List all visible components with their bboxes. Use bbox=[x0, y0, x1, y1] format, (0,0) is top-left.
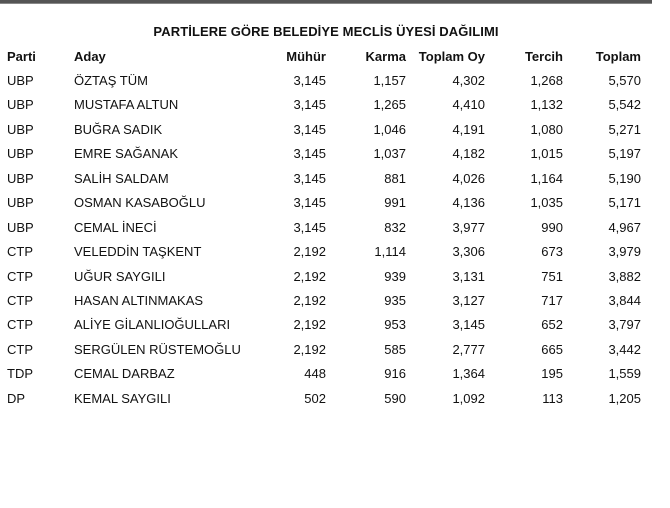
cell-parti: CTP bbox=[7, 317, 33, 333]
table-row bbox=[0, 338, 670, 362]
table-row bbox=[0, 216, 670, 240]
results-table bbox=[0, 48, 670, 411]
cell-karma: 1,157 bbox=[373, 73, 406, 88]
cell-toplam: 5,570 bbox=[608, 73, 641, 88]
table-header-row bbox=[0, 48, 670, 69]
cell-aday: CEMAL DARBAZ bbox=[74, 366, 175, 382]
cell-parti: UBP bbox=[7, 170, 34, 186]
cell-muhur: 3,145 bbox=[293, 146, 326, 162]
table-row bbox=[0, 191, 670, 215]
cell-karma: 1,046 bbox=[373, 121, 406, 137]
cell-parti: CTP bbox=[7, 292, 33, 308]
table-row bbox=[0, 93, 670, 117]
cell-tercih: 717 bbox=[541, 292, 563, 308]
cell-toplam-oy: 3,145 bbox=[452, 317, 485, 333]
cell-tercih: 1,015 bbox=[530, 146, 563, 162]
cell-parti: CTP bbox=[7, 244, 33, 260]
cell-muhur: 2,192 bbox=[293, 268, 326, 284]
table-body bbox=[0, 69, 670, 411]
cell-muhur: 2,192 bbox=[293, 341, 326, 357]
header-parti: Parti bbox=[7, 49, 36, 64]
cell-toplam-oy: 4,302 bbox=[452, 73, 485, 88]
cell-aday: MUSTAFA ALTUN bbox=[74, 97, 179, 113]
cell-toplam-oy: 3,977 bbox=[452, 219, 485, 235]
cell-toplam: 5,542 bbox=[608, 97, 641, 113]
cell-karma: 1,114 bbox=[374, 244, 406, 260]
document-title: PARTİLERE GÖRE BELEDİYE MECLİS ÜYESİ DAĞILIMI bbox=[153, 24, 499, 39]
cell-parti: TDP bbox=[7, 366, 33, 382]
cell-parti: UBP bbox=[7, 121, 34, 137]
cell-aday: HASAN ALTINMAKAS bbox=[74, 292, 204, 308]
cell-tercih: 751 bbox=[541, 268, 563, 284]
cell-karma: 916 bbox=[384, 366, 406, 382]
cell-muhur: 2,192 bbox=[293, 244, 326, 260]
cell-muhur: 3,145 bbox=[293, 195, 326, 211]
cell-aday: KEMAL SAYGILI bbox=[74, 390, 171, 406]
cell-toplam-oy: 2,777 bbox=[452, 341, 485, 357]
cell-aday: BUĞRA SADIK bbox=[74, 121, 163, 137]
cell-muhur: 2,192 bbox=[293, 317, 326, 333]
header-muhur: Mühür bbox=[286, 49, 326, 64]
cell-aday: OSMAN KASABOĞLU bbox=[74, 195, 206, 211]
cell-karma: 935 bbox=[384, 292, 406, 308]
header-toplam: Toplam bbox=[595, 49, 641, 64]
cell-toplam: 4,967 bbox=[608, 219, 641, 235]
cell-tercih: 1,268 bbox=[530, 73, 563, 88]
cell-parti: UBP bbox=[7, 219, 34, 235]
cell-aday: CEMAL İNECİ bbox=[74, 219, 157, 235]
table-row bbox=[0, 265, 670, 289]
table-row bbox=[0, 313, 670, 337]
table-row bbox=[0, 118, 670, 142]
header-toplam-oy: Toplam Oy bbox=[418, 49, 485, 64]
cell-aday: SERGÜLEN RÜSTEMOĞLU bbox=[74, 341, 241, 357]
cell-toplam-oy: 4,182 bbox=[452, 146, 485, 162]
header-aday: Aday bbox=[74, 49, 106, 64]
cell-karma: 590 bbox=[384, 390, 406, 406]
cell-toplam-oy: 4,410 bbox=[452, 97, 485, 113]
header-karma: Karma bbox=[365, 49, 406, 64]
header-tercih: Tercih bbox=[524, 49, 563, 64]
cell-karma: 832 bbox=[384, 219, 406, 235]
cell-toplam: 1,205 bbox=[608, 390, 641, 406]
cell-karma: 991 bbox=[384, 195, 406, 211]
cell-toplam: 3,979 bbox=[608, 244, 641, 260]
cell-tercih: 652 bbox=[541, 317, 563, 333]
cell-aday: VELEDDİN TAŞKENT bbox=[74, 244, 202, 260]
cell-toplam: 3,844 bbox=[608, 292, 641, 308]
table-row bbox=[0, 240, 670, 264]
table-row bbox=[0, 142, 670, 166]
cell-aday: ÖZTAŞ TÜM bbox=[74, 73, 148, 88]
table-row bbox=[0, 387, 670, 411]
cell-toplam: 5,190 bbox=[608, 170, 641, 186]
cell-toplam: 5,271 bbox=[608, 121, 641, 137]
cell-muhur: 3,145 bbox=[293, 170, 326, 186]
cell-tercih: 113 bbox=[542, 390, 563, 406]
cell-toplam: 3,442 bbox=[608, 341, 641, 357]
table-row bbox=[0, 69, 670, 93]
cell-tercih: 1,080 bbox=[530, 121, 563, 137]
cell-muhur: 448 bbox=[304, 366, 326, 382]
cell-muhur: 502 bbox=[304, 390, 326, 406]
cell-aday: UĞUR SAYGILI bbox=[74, 268, 166, 284]
cell-tercih: 1,164 bbox=[530, 170, 563, 186]
table-row bbox=[0, 167, 670, 191]
cell-toplam: 5,171 bbox=[608, 195, 641, 211]
table-row bbox=[0, 289, 670, 313]
cell-parti: UBP bbox=[7, 73, 34, 88]
cell-karma: 1,265 bbox=[373, 97, 406, 113]
cell-toplam-oy: 1,092 bbox=[452, 390, 485, 406]
cell-tercih: 673 bbox=[541, 244, 563, 260]
cell-toplam-oy: 4,026 bbox=[452, 170, 485, 186]
table-row bbox=[0, 362, 670, 386]
cell-parti: UBP bbox=[7, 146, 34, 162]
cell-karma: 953 bbox=[384, 317, 406, 333]
cell-aday: SALİH SALDAM bbox=[74, 170, 169, 186]
cell-muhur: 3,145 bbox=[293, 219, 326, 235]
cell-karma: 939 bbox=[384, 268, 406, 284]
cell-toplam-oy: 3,306 bbox=[452, 244, 485, 260]
cell-tercih: 1,132 bbox=[530, 97, 563, 113]
cell-parti: UBP bbox=[7, 195, 34, 211]
cell-toplam-oy: 3,127 bbox=[452, 292, 485, 308]
cell-muhur: 3,145 bbox=[293, 97, 326, 113]
cell-karma: 1,037 bbox=[373, 146, 406, 162]
cell-toplam-oy: 4,191 bbox=[452, 121, 485, 137]
cell-karma: 881 bbox=[384, 170, 406, 186]
cell-toplam: 1,559 bbox=[608, 366, 641, 382]
cell-toplam-oy: 1,364 bbox=[452, 366, 485, 382]
cell-toplam: 3,882 bbox=[608, 268, 641, 284]
cell-parti: CTP bbox=[7, 268, 33, 284]
cell-aday: EMRE SAĞANAK bbox=[74, 146, 179, 162]
cell-toplam-oy: 3,131 bbox=[452, 268, 485, 284]
cell-tercih: 665 bbox=[541, 341, 563, 357]
cell-toplam-oy: 4,136 bbox=[452, 195, 485, 211]
cell-parti: DP bbox=[7, 390, 26, 406]
cell-aday: ALİYE GİLANLIOĞULLARI bbox=[74, 317, 231, 333]
cell-tercih: 195 bbox=[541, 366, 563, 382]
cell-tercih: 990 bbox=[541, 219, 563, 235]
cell-muhur: 3,145 bbox=[293, 121, 326, 137]
cell-toplam: 3,797 bbox=[608, 317, 641, 333]
cell-muhur: 2,192 bbox=[293, 292, 326, 308]
cell-toplam: 5,197 bbox=[608, 146, 641, 162]
cell-parti: UBP bbox=[7, 97, 34, 113]
cell-muhur: 3,145 bbox=[293, 73, 326, 88]
cell-parti: CTP bbox=[7, 341, 33, 357]
cell-tercih: 1,035 bbox=[530, 195, 563, 211]
cell-karma: 585 bbox=[384, 341, 406, 357]
top-border-bar bbox=[0, 0, 652, 4]
